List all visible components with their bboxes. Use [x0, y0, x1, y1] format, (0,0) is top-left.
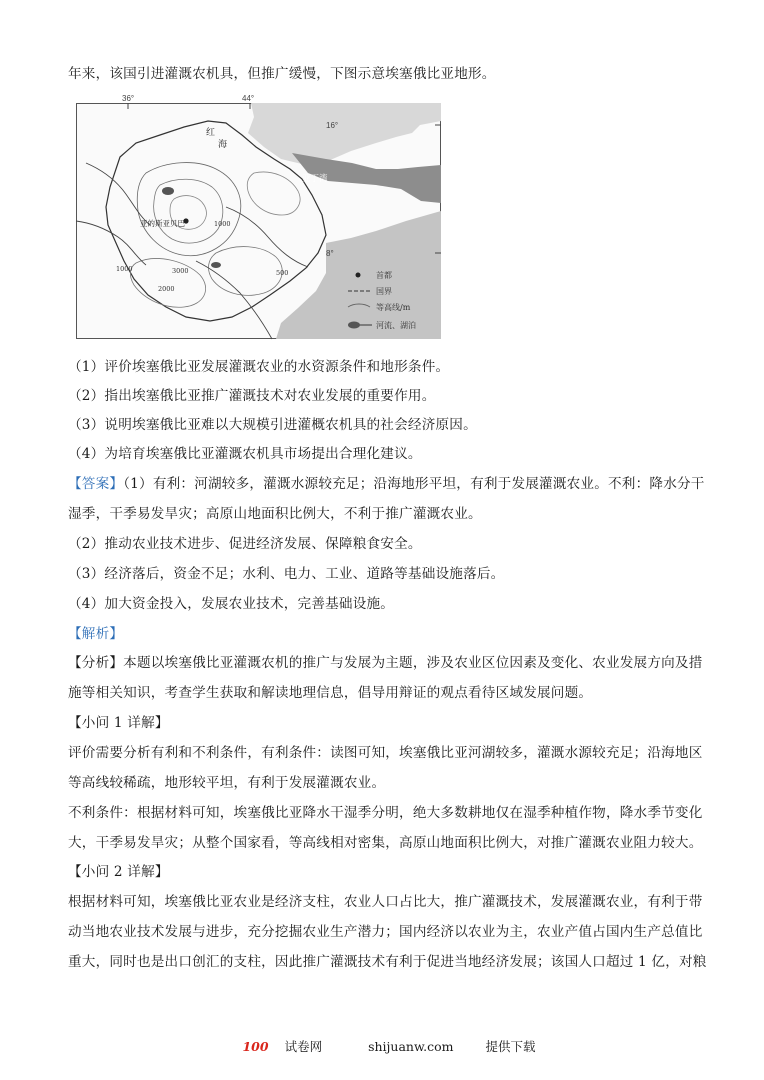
subquestion-1-line-2: 等高线较稀疏，地形较平坦，有利于发展灌溉农业。	[68, 775, 386, 791]
gulf-of-aden-label: 亚丁湾	[302, 174, 328, 184]
intro-text: 年来，该国引进灌溉农机具，但推广缓慢，下图示意埃塞俄比亚地形。	[68, 66, 496, 82]
analysis-line-2: 施等相关知识，考查学生获取和解读地理信息，倡导用辩证的观点看待区域发展问题。	[68, 685, 593, 701]
question-4: （4）为培育埃塞俄比亚灌溉农机具市场提出合理化建议。	[68, 446, 422, 462]
lake	[162, 187, 174, 195]
site-name: 试卷网	[284, 1039, 323, 1054]
question-1: （1）评价埃塞俄比亚发展灌溉农业的水资源条件和地形条件。	[68, 359, 450, 375]
subquestion-2-line-2: 动当地农业技术发展与进步，充分挖掘农业生产潜力；国内经济以农业为主，农业产值占国内生产总值比	[68, 924, 703, 940]
red-sea-label: 红	[206, 128, 216, 138]
longitude-label: 36°	[122, 94, 135, 103]
red-sea-label-2: 海	[218, 140, 228, 150]
latitude-label: 16°	[326, 121, 339, 130]
question-3: （3）说明埃塞俄比亚难以大规模引进灌概农机具的社会经济原因。	[68, 417, 477, 433]
legend-lake-symbol	[348, 322, 360, 329]
footer-domain-link[interactable]: shijuanw.com	[368, 1039, 454, 1054]
legend-contour: 等高线/m	[376, 303, 411, 312]
subquestion-2-line-1: 根据材料可知，埃塞俄比亚农业是经济支柱，农业人口占比大，推广灌溉技术，发展灌溉农业，有利于带	[68, 894, 703, 910]
answer-line-3: （2）推动农业技术进步、促进经济发展、保障粮食安全。	[68, 536, 422, 552]
contour-value-label: 1000	[116, 265, 133, 273]
ethiopia-terrain-map	[76, 94, 441, 339]
subquestion-1-line-1: 评价需要分析有利和不利条件，有利条件：读图可知，埃塞俄比亚河湖较多，灌溉水源较充足；沿海地区	[68, 745, 703, 761]
subquestion-1-title: 【小问 1 详解】	[68, 715, 169, 731]
page-footer	[0, 1037, 764, 1055]
legend-capital: 首都	[376, 271, 392, 280]
subquestion-2-title: 【小问 2 详解】	[68, 864, 169, 880]
answer-line-4: （3）经济落后，资金不足；水利、电力、工业、道路等基础设施落后。	[68, 566, 505, 582]
answer-line-1: 【答案】（1）有利：河湖较多，灌溉水源较充足；沿海地形平坦，有利于发展灌溉农业。不利：降水分干	[68, 476, 705, 492]
legend-capital-symbol	[356, 273, 361, 278]
contour-value-label: 1000	[214, 220, 231, 228]
subquestion-2-line-3: 重大，同时也是出口创汇的支柱，因此推广灌溉技术有利于促进当地经济发展；该国人口超过 1 亿，对粮	[68, 954, 707, 970]
answer-line-2: 湿季，干季易发旱灾；高原山地面积比例大，不利于推广灌溉农业。	[68, 506, 482, 522]
latitude-label: 8°	[326, 249, 334, 258]
legend-border: 国界	[376, 287, 392, 296]
analysis-line-1: 【分析】本题以埃塞俄比亚灌溉农机的推广与发展为主题，涉及农业区位因素及变化、农业发展方向及措	[68, 655, 703, 671]
question-2: （2）指出埃塞俄比亚推广灌溉技术对农业发展的重要作用。	[68, 388, 436, 404]
contour-value-label: 500	[276, 269, 289, 277]
contour-value-label: 3000	[172, 267, 189, 275]
longitude-label: 44°	[242, 94, 255, 103]
capital-label: 亚的斯亚贝巴	[140, 219, 185, 228]
answer-line-5: （4）加大资金投入，发展农业技术，完善基础设施。	[68, 596, 395, 612]
footer-download-link[interactable]: 提供下载	[485, 1039, 536, 1054]
contour-value-label: 2000	[158, 285, 175, 293]
answer-tag: 【答案】	[68, 476, 124, 492]
subquestion-1-line-3: 不利条件：根据材料可知，埃塞俄比亚降水干湿季分明，绝大多数耕地仅在湿季种植作物，降水季节变化	[68, 805, 703, 821]
subquestion-1-line-4: 大，干季易发旱灾；从整个国家看，等高线相对密集，高原山地面积比例大，对推广灌溉农业阻力较大。	[68, 835, 703, 851]
legend-river-lake: 河流、湖泊	[376, 321, 416, 330]
analysis-tag: 【解析】	[68, 626, 124, 642]
site-logo: 100	[242, 1039, 269, 1054]
lake	[211, 262, 221, 268]
footer-site[interactable]	[228, 1037, 336, 1055]
